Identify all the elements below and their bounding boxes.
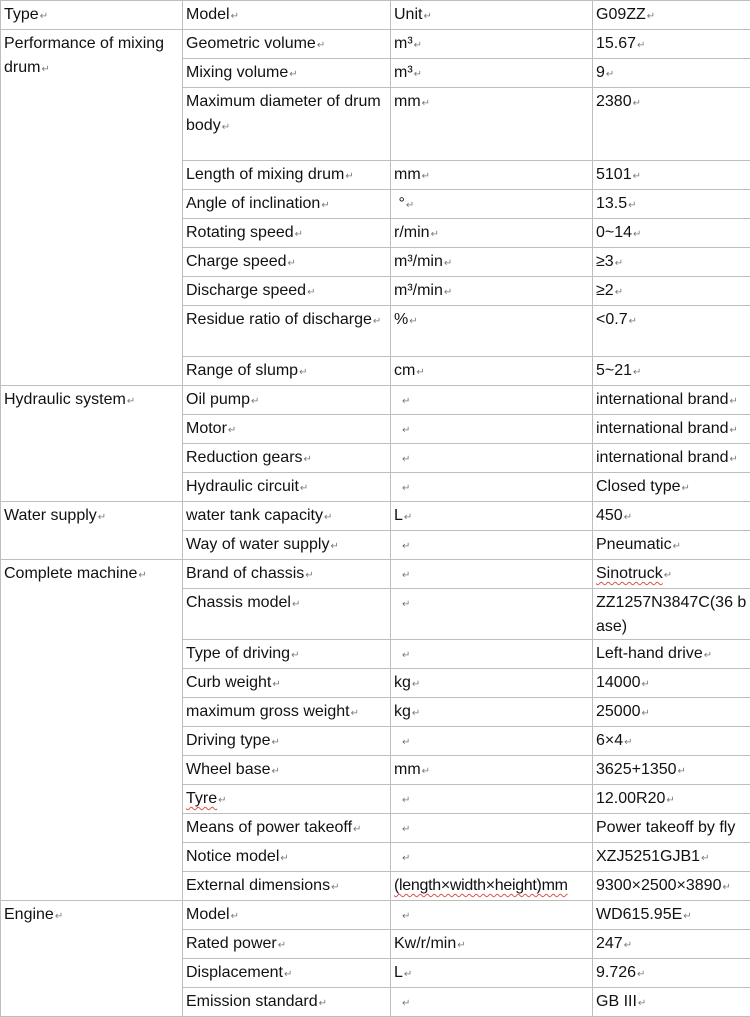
param-cell: [183, 59, 391, 88]
value-cell: [593, 727, 750, 756]
paragraph-mark-icon: [624, 512, 632, 523]
table-row: [1, 901, 750, 930]
value-cell: [593, 589, 750, 640]
paragraph-mark-icon: [231, 11, 239, 22]
value-cell: [593, 959, 750, 988]
param-cell: [183, 560, 391, 589]
group-label: Water supply: [4, 507, 97, 524]
cell-text: 3625+1350: [596, 761, 677, 778]
cell-text: Notice model: [186, 848, 279, 865]
cell-text: Closed type: [596, 478, 681, 495]
table-row: [1, 30, 750, 59]
cell-text: kg: [394, 703, 411, 720]
param-cell: [183, 843, 391, 872]
unit-cell: [391, 872, 593, 901]
paragraph-mark-icon: [416, 367, 424, 378]
table-row: [1, 386, 750, 415]
paragraph-mark-icon: [292, 599, 300, 610]
unit-cell: [391, 88, 593, 161]
header-type-text: Type: [4, 6, 39, 23]
cell-text: Tyre: [186, 790, 217, 807]
paragraph-mark-icon: [402, 570, 410, 581]
unit-cell: [391, 277, 593, 306]
unit-cell: [391, 814, 593, 843]
paragraph-mark-icon: [231, 911, 239, 922]
paragraph-mark-icon: [431, 229, 439, 240]
paragraph-mark-icon: [402, 737, 410, 748]
paragraph-mark-icon: [98, 512, 106, 523]
cell-text: m³/min: [394, 253, 443, 270]
paragraph-mark-icon: [457, 940, 465, 951]
header-unit-text: Unit: [394, 6, 422, 23]
cell-text: Left-hand drive: [596, 645, 703, 662]
group-label: Engine: [4, 906, 54, 923]
cell-text: <0.7: [596, 311, 628, 328]
cell-text: ZZ1257N3847C(36 base): [596, 594, 746, 635]
cell-text: 5101: [596, 166, 632, 183]
value-cell: [593, 473, 750, 502]
paragraph-mark-icon: [444, 258, 452, 269]
cell-text: ≥3: [596, 253, 614, 270]
unit-cell: [391, 444, 593, 473]
cell-text: WD615.95E: [596, 906, 682, 923]
value-cell: [593, 444, 750, 473]
value-cell: [593, 386, 750, 415]
unit-cell: [391, 415, 593, 444]
cell-text: Geometric volume: [186, 35, 316, 52]
param-cell: [183, 698, 391, 727]
value-cell: [593, 531, 750, 560]
value-cell: [593, 161, 750, 190]
cell-text: mm: [394, 93, 421, 110]
header-model-text: Model: [186, 6, 230, 23]
param-cell: [183, 415, 391, 444]
cell-text: 2380: [596, 93, 632, 110]
group-label: Hydraulic system: [4, 391, 126, 408]
param-cell: [183, 640, 391, 669]
paragraph-mark-icon: [414, 40, 422, 51]
unit-cell: [391, 698, 593, 727]
cell-text: mm: [394, 166, 421, 183]
value-cell: [593, 988, 750, 1017]
paragraph-mark-icon: [629, 316, 637, 327]
paragraph-mark-icon: [402, 795, 410, 806]
paragraph-mark-icon: [304, 454, 312, 465]
cell-text: international brand: [596, 449, 729, 466]
cell-text: Maximum diameter of drum body: [186, 93, 381, 134]
paragraph-mark-icon: [284, 969, 292, 980]
cell-text: 14000: [596, 674, 641, 691]
paragraph-mark-icon: [682, 483, 690, 494]
cell-text: Hydraulic circuit: [186, 478, 299, 495]
header-product: [593, 1, 750, 30]
paragraph-mark-icon: [422, 98, 430, 109]
unit-cell: [391, 930, 593, 959]
paragraph-mark-icon: [300, 483, 308, 494]
paragraph-mark-icon: [678, 766, 686, 777]
cell-text: Sinotruck: [596, 565, 663, 582]
cell-text: water tank capacity: [186, 507, 323, 524]
param-cell: [183, 988, 391, 1017]
group-engine: [1, 901, 183, 1017]
unit-cell: [391, 248, 593, 277]
value-cell: [593, 756, 750, 785]
paragraph-mark-icon: [633, 229, 641, 240]
paragraph-mark-icon: [321, 200, 329, 211]
paragraph-mark-icon: [628, 200, 636, 211]
value-cell: [593, 190, 750, 219]
group-mixing-drum: [1, 30, 183, 386]
param-cell: [183, 814, 391, 843]
paragraph-mark-icon: [615, 258, 623, 269]
paragraph-mark-icon: [402, 541, 410, 552]
unit-cell: [391, 959, 593, 988]
param-cell: [183, 190, 391, 219]
paragraph-mark-icon: [278, 940, 286, 951]
header-unit: [391, 1, 593, 30]
paragraph-mark-icon: [55, 911, 63, 922]
cell-text: 9300×2500×3890: [596, 877, 721, 894]
paragraph-mark-icon: [647, 11, 655, 22]
paragraph-mark-icon: [624, 737, 632, 748]
cell-text: Displacement: [186, 964, 283, 981]
paragraph-mark-icon: [402, 824, 410, 835]
cell-text: maximum gross weight: [186, 703, 350, 720]
unit-cell: [391, 589, 593, 640]
cell-text: Pneumatic: [596, 536, 672, 553]
cell-text: XZJ5251GJB1: [596, 848, 700, 865]
unit-cell: [391, 785, 593, 814]
paragraph-mark-icon: [251, 396, 259, 407]
unit-cell: [391, 306, 593, 357]
paragraph-mark-icon: [444, 287, 452, 298]
cell-text: international brand: [596, 420, 729, 437]
unit-cell: [391, 560, 593, 589]
cell-text: External dimensions: [186, 877, 330, 894]
cell-text: Emission standard: [186, 993, 318, 1010]
paragraph-mark-icon: [402, 650, 410, 661]
cell-text: Rated power: [186, 935, 277, 952]
cell-text: Oil pump: [186, 391, 250, 408]
unit-cell: [391, 386, 593, 415]
cell-text: Mixing volume: [186, 64, 288, 81]
cell-text: ≥2: [596, 282, 614, 299]
paragraph-mark-icon: [673, 541, 681, 552]
param-cell: [183, 306, 391, 357]
unit-cell: [391, 30, 593, 59]
unit-cell: [391, 756, 593, 785]
paragraph-mark-icon: [664, 570, 672, 581]
cell-text: m³/min: [394, 282, 443, 299]
paragraph-mark-icon: [324, 512, 332, 523]
header-model: [183, 1, 391, 30]
cell-text: 13.5: [596, 195, 627, 212]
unit-cell: [391, 727, 593, 756]
value-cell: [593, 814, 750, 843]
cell-text: international brand: [596, 391, 729, 408]
unit-cell: [391, 531, 593, 560]
paragraph-mark-icon: [402, 998, 410, 1009]
paragraph-mark-icon: [351, 708, 359, 719]
header-type: [1, 1, 183, 30]
param-cell: [183, 727, 391, 756]
param-cell: [183, 531, 391, 560]
cell-text: Power takeoff by fly: [596, 819, 735, 836]
param-cell: [183, 88, 391, 161]
unit-cell: [391, 669, 593, 698]
paragraph-mark-icon: [271, 737, 279, 748]
param-cell: [183, 473, 391, 502]
value-cell: [593, 502, 750, 531]
value-cell: [593, 872, 750, 901]
paragraph-mark-icon: [331, 882, 339, 893]
paragraph-mark-icon: [319, 998, 327, 1009]
cell-text: Driving type: [186, 732, 270, 749]
paragraph-mark-icon: [288, 258, 296, 269]
paragraph-mark-icon: [423, 11, 431, 22]
value-cell: [593, 640, 750, 669]
value-cell: [593, 698, 750, 727]
group-hydraulic-system: [1, 386, 183, 502]
paragraph-mark-icon: [218, 795, 226, 806]
cell-text: 12.00R20: [596, 790, 665, 807]
paragraph-mark-icon: [615, 287, 623, 298]
paragraph-mark-icon: [330, 541, 338, 552]
param-cell: [183, 357, 391, 386]
paragraph-mark-icon: [412, 708, 420, 719]
unit-cell: [391, 190, 593, 219]
paragraph-mark-icon: [299, 367, 307, 378]
paragraph-mark-icon: [406, 200, 414, 211]
param-cell: [183, 277, 391, 306]
paragraph-mark-icon: [402, 454, 410, 465]
group-label: Performance of mixing drum: [4, 35, 164, 76]
paragraph-mark-icon: [683, 911, 691, 922]
paragraph-mark-icon: [730, 396, 738, 407]
cell-text: Model: [186, 906, 230, 923]
cell-text: 6×4: [596, 732, 623, 749]
param-cell: [183, 785, 391, 814]
cell-text: m³: [394, 64, 413, 81]
value-cell: [593, 930, 750, 959]
param-cell: [183, 756, 391, 785]
cell-text: Brand of chassis: [186, 565, 304, 582]
value-cell: [593, 357, 750, 386]
cell-text: 15.67: [596, 35, 636, 52]
paragraph-mark-icon: [280, 853, 288, 864]
param-cell: [183, 444, 391, 473]
unit-cell: [391, 843, 593, 872]
cell-text: Motor: [186, 420, 227, 437]
param-cell: [183, 386, 391, 415]
cell-text: Type of driving: [186, 645, 290, 662]
cell-text: Range of slump: [186, 362, 298, 379]
cell-text: Kw/r/min: [394, 935, 456, 952]
paragraph-mark-icon: [402, 599, 410, 610]
cell-text: L: [394, 964, 403, 981]
value-cell: [593, 88, 750, 161]
paragraph-mark-icon: [345, 171, 353, 182]
paragraph-mark-icon: [414, 69, 422, 80]
cell-text: Wheel base: [186, 761, 271, 778]
paragraph-mark-icon: [633, 98, 641, 109]
value-cell: [593, 59, 750, 88]
paragraph-mark-icon: [633, 171, 641, 182]
paragraph-mark-icon: [40, 11, 48, 22]
cell-text: 9.726: [596, 964, 636, 981]
cell-text: m³: [394, 35, 413, 52]
paragraph-mark-icon: [307, 287, 315, 298]
cell-text: cm: [394, 362, 415, 379]
cell-text: Length of mixing drum: [186, 166, 344, 183]
unit-cell: [391, 988, 593, 1017]
cell-text: 450: [596, 507, 623, 524]
group-complete-machine: [1, 560, 183, 901]
cell-text: °: [394, 195, 405, 212]
cell-text: 5~21: [596, 362, 632, 379]
cell-text: Discharge speed: [186, 282, 306, 299]
paragraph-mark-icon: [305, 570, 313, 581]
param-cell: [183, 669, 391, 698]
paragraph-mark-icon: [295, 229, 303, 240]
param-cell: [183, 901, 391, 930]
paragraph-mark-icon: [402, 853, 410, 864]
value-cell: [593, 560, 750, 589]
paragraph-mark-icon: [730, 425, 738, 436]
param-cell: [183, 502, 391, 531]
paragraph-mark-icon: [291, 650, 299, 661]
paragraph-mark-icon: [642, 708, 650, 719]
paragraph-mark-icon: [402, 396, 410, 407]
cell-text: Angle of inclination: [186, 195, 320, 212]
paragraph-mark-icon: [722, 882, 730, 893]
paragraph-mark-icon: [353, 824, 361, 835]
unit-cell: [391, 161, 593, 190]
cell-text: Rotating speed: [186, 224, 294, 241]
paragraph-mark-icon: [289, 69, 297, 80]
paragraph-mark-icon: [730, 454, 738, 465]
cell-text: 0~14: [596, 224, 632, 241]
cell-text: GB III: [596, 993, 637, 1010]
value-cell: [593, 785, 750, 814]
cell-text: Charge speed: [186, 253, 287, 270]
param-cell: [183, 219, 391, 248]
paragraph-mark-icon: [412, 679, 420, 690]
paragraph-mark-icon: [402, 911, 410, 922]
unit-cell: [391, 357, 593, 386]
paragraph-mark-icon: [422, 171, 430, 182]
value-cell: [593, 248, 750, 277]
paragraph-mark-icon: [404, 512, 412, 523]
value-cell: [593, 306, 750, 357]
cell-text: Reduction gears: [186, 449, 303, 466]
unit-cell: [391, 502, 593, 531]
value-cell: [593, 669, 750, 698]
header-product-text: G09ZZ: [596, 6, 646, 23]
value-cell: [593, 415, 750, 444]
paragraph-mark-icon: [228, 425, 236, 436]
paragraph-mark-icon: [373, 316, 381, 327]
paragraph-mark-icon: [402, 425, 410, 436]
group-label: Complete machine: [4, 565, 137, 582]
paragraph-mark-icon: [637, 40, 645, 51]
paragraph-mark-icon: [633, 367, 641, 378]
paragraph-mark-icon: [41, 64, 49, 75]
paragraph-mark-icon: [404, 969, 412, 980]
cell-text: 9: [596, 64, 605, 81]
unit-cell: [391, 219, 593, 248]
param-cell: [183, 959, 391, 988]
cell-text: %: [394, 311, 408, 328]
value-cell: [593, 277, 750, 306]
value-cell: [593, 30, 750, 59]
paragraph-mark-icon: [606, 69, 614, 80]
cell-text: Residue ratio of discharge: [186, 311, 372, 328]
paragraph-mark-icon: [666, 795, 674, 806]
paragraph-mark-icon: [624, 940, 632, 951]
cell-text: Way of water supply: [186, 536, 329, 553]
group-water-supply: [1, 502, 183, 560]
paragraph-mark-icon: [637, 969, 645, 980]
paragraph-mark-icon: [701, 853, 709, 864]
table-row: [1, 560, 750, 589]
cell-text: Curb weight: [186, 674, 271, 691]
cell-text: kg: [394, 674, 411, 691]
paragraph-mark-icon: [638, 998, 646, 1009]
value-cell: [593, 843, 750, 872]
paragraph-mark-icon: [127, 396, 135, 407]
cell-text: 247: [596, 935, 623, 952]
paragraph-mark-icon: [409, 316, 417, 327]
paragraph-mark-icon: [272, 679, 280, 690]
unit-cell: [391, 59, 593, 88]
cell-text: 25000: [596, 703, 641, 720]
cell-text: (length×width×height)mm: [394, 877, 568, 894]
paragraph-mark-icon: [317, 40, 325, 51]
cell-text: Chassis model: [186, 594, 291, 611]
paragraph-mark-icon: [222, 122, 230, 133]
unit-cell: [391, 901, 593, 930]
unit-cell: [391, 473, 593, 502]
param-cell: [183, 248, 391, 277]
param-cell: [183, 589, 391, 640]
paragraph-mark-icon: [272, 766, 280, 777]
paragraph-mark-icon: [704, 650, 712, 661]
header-row: [1, 1, 750, 30]
param-cell: [183, 930, 391, 959]
unit-cell: [391, 640, 593, 669]
paragraph-mark-icon: [138, 570, 146, 581]
cell-text: L: [394, 507, 403, 524]
param-cell: [183, 161, 391, 190]
cell-text: Means of power takeoff: [186, 819, 352, 836]
param-cell: [183, 872, 391, 901]
value-cell: [593, 219, 750, 248]
param-cell: [183, 30, 391, 59]
paragraph-mark-icon: [422, 766, 430, 777]
table-row: [1, 502, 750, 531]
value-cell: [593, 901, 750, 930]
paragraph-mark-icon: [402, 483, 410, 494]
paragraph-mark-icon: [642, 679, 650, 690]
cell-text: r/min: [394, 224, 430, 241]
cell-text: mm: [394, 761, 421, 778]
